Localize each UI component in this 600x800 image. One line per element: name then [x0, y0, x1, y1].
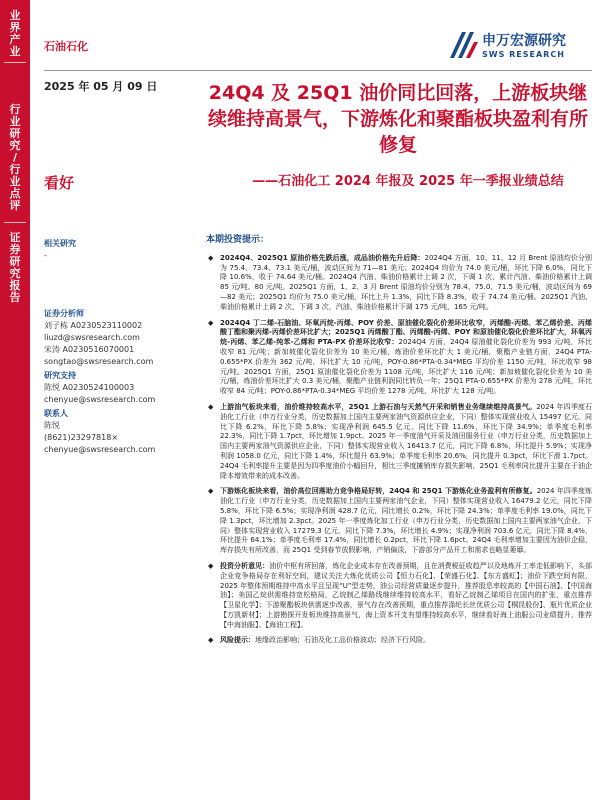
bullet-icon: ◆	[208, 561, 214, 570]
paragraph-text: 2024Q4 方面，24Q4 原油催化裂化价差为 993 元/吨，环比收窄 81 元/吨；新加坡催化裂化价差为 10 美元/桶，炼油价差环比扩大 1 美元/桶，聚酯产业链方面，24Q4 PTA-0.655*PX 价差为 362 元/吨，环比扩大 10 元/吨，POY-0.86*PTA-0.34*MEG 平均价差 1150 元/吨，环比收窄 98 元/吨。2025Q1 方面，25Q1 原油催化裂化价差为 1108 元/吨，环比扩大 116 元/吨；新加坡催化裂化价差为 10 美元/桶，炼油价差环比扩大 0.3 美元/桶，聚酯产业链利润同比转负一年；25Q1 PTA-0.655*PX 价差为 278 元/吨，环比收窄 84 元/吨；POY-0.86*PTA-0.34*MEG 平均价差 1278 元/吨，环比扩大 128 元/吨。	[220, 338, 592, 396]
contact-email[interactable]: chenyue@swsresearch.com	[44, 445, 156, 454]
side-label-industry: 业 界 产 业	[9, 9, 21, 58]
bullet-icon: ◆	[208, 253, 214, 262]
paragraph-lead: 上游油气板块来看，油价维持较高水平，25Q1 上游石油与天然气开采和销售业务继续维持高景气。	[220, 402, 537, 411]
bullet-icon: ◆	[208, 487, 214, 496]
paragraph-text: 2024Q4 方面，10、11、12 月 Brent 原油均价分别为 75.4、73.4、73.1 美元/桶，波动区间为 71—81 美元；2024Q4 均价为 74.0 美元/桶，环比下降 6.0%，同比下降 10.6%，收于 74.64 美元/桶。2024Q4 汽油、柴油价格累计上调 2 次，下调 1 次，累计汽油、柴油价格累计上调 85 元/吨、80 元/吨。2025Q1 方面，1、2、3 月 Brent 原油均价分别为 78.4、75.0、71.5 美元/桶，波动区间为 69—82 美元；2025Q1 均价为 75.0 美元/桶，环比上升 1.3%，同比下降 8.3%，收于 74.74 美元/桶。2025Q1 汽油、柴油价格累计上调 2 次，下调 3 次，汽油、柴油价格累计下调 175 元/吨、165 元/吨。	[220, 253, 593, 311]
header-divider	[44, 70, 592, 71]
section-title: 本期投资提示：	[206, 235, 270, 245]
logo-chinese-name: 申万宏源研究	[482, 33, 566, 49]
contact-heading: 联系人	[44, 409, 68, 418]
report-date: 2025 年 05 月 09 日	[44, 80, 158, 93]
logo-mark-icon	[448, 28, 480, 62]
support-line: 陈悦 A0230524100003	[44, 383, 135, 392]
paragraph-lead: 风险提示：	[220, 636, 255, 645]
paragraph-lead: 2024Q4、2025Q1 原油价格先跌后涨，成品油价格先升后降：	[220, 253, 425, 262]
paragraph-text: 油价中枢有所回落，炼化企业成本存在改善预期，且在消费税征收趋严以及地炼开工率走低影响下，头部企业竞争格局存在利好空间，建议关注大炼化优质公司【恒力石化】、【荣盛石化】、【东方盛虹】；油价下跌空间有限，2025 年整体预期维持中高水平且呈现“U”型走势，油公司经营质量逐步提升，推荐股息率较高的【中国石油】、【中国海油】；美国乙烷供需维持宽松格局，乙烷制乙烯路线继续维持较高水平，看好乙烷制乙烯项目在国内的扩张，重点推荐【卫星化学】；下游聚酯板块供需逐步改善，景气存在改善预期，重点推荐涤纶长丝优质公司【桐昆股份】、瓶片优质企业【万凯新材】；上游勘探开发板块维持高景气，海上资本开支有望维持较高水平，继续看好海上油服公司业绩提升，推荐【中海油服】、【海油工程】。	[220, 561, 593, 629]
side-label-report-type: 行 业 研 究 / 行 业 点 评	[9, 103, 21, 212]
highlight-paragraph	[206, 254, 592, 313]
paragraph-lead: 2024Q4 丁二烯-石脑油、环氧丙烷-丙烯、POY 价差、原油催化裂化价差环比收窄，丙烯酸-丙烯、苯乙烯价差、丙烯酸丁酯和聚丙烯-丙烯价差环比扩大；2025Q1 丙烯酸丁酯、丙烯酸-丙烯、POY 和原油催化裂化价差环比扩大，环氧丙烷-丙烯、苯乙烯-纯苯-乙烯和 PTA-PX 价差环比收窄：	[220, 318, 592, 347]
analyst-line: 宋涛 A0230516070001	[44, 345, 135, 354]
analyst-email[interactable]: songtao@swsresearch.com	[44, 357, 154, 366]
paragraph-lead: 下游炼化板块来看，油价高位回落助力竞争格局好转，24Q4 和 25Q1 下游炼化业务盈利有所修复。	[220, 487, 537, 496]
bullet-icon: ◆	[208, 636, 214, 645]
side-label-securities-report: 证 券 研 究 报 告	[9, 231, 21, 304]
analysts-heading: 证券分析师	[44, 309, 84, 318]
left-info-column	[44, 236, 174, 456]
bullet-icon: ◆	[208, 402, 214, 411]
highlight-paragraph	[206, 487, 592, 556]
report-subtitle: ——石油化工 2024 年报及 2025 年一季报业绩总结	[252, 174, 564, 189]
highlight-paragraph	[206, 319, 592, 397]
paragraph-text: 2024 年四季度石油化工行业（申万行业分类，历史数据加上国内主要两家油气资源供应企业，下同）整体实现营业收入 15497 亿元，同比下降 6.2%，环比下降 5.8%；实现净利润 645.5 亿元，同比下降 11.6%，环比下降 34.9%；单季度毛利率 22.3%，同比下降 1.7pct，环比增加 1.9pct。2025 年一季度油气开采及油田服务行业（申万行业分类，历史数据加上国内主要两家油气资源供应企业，下同）整体实现营业收入 16413.7 亿元，同比下降 6.8%，环比提升 5.9%；实现净利润 1058.0 亿元，同比下降 1.4%，环比提升 63.9%；单季度毛利率 20.6%，同比提升 0.3pct，环比下滑 1.7pct。24Q4 毛利率提升主要是因为四季度油价小幅回升，相比三季度摊销库存损失影响，25Q1 毛利率同比提升主要在于油企降本增效带来的成本改善。	[220, 402, 592, 480]
related-research-value: -	[44, 251, 47, 260]
report-title: 24Q4 及 25Q1 油价同比回落，上游板块继续维持高景气，下游炼化和聚酯板块盈利有所修复	[207, 82, 588, 156]
paragraph-text: 2024 年四季度炼油化工行业（申万行业分类，历史数据加上国内主要两家油气企业，下同）整体实现营业收入 16479.2 亿元，同比下降 5.8%，环比下降 6.5%；实现净利润 428.7 亿元，同比增长 0.2%，环比下降 24.3%；单季度毛利率 19.0%，同比下降 1.3pct，环比增加 2.3pct。2025 年一季度炼化加工行业（申万行业分类，历史数据加上国内主要两家油气企业，下同）整体实现营业收入 17279.3 亿元，同比下降 7.3%，环比增长 4.9%；实现净利润 703.6 亿元，同比下降 8.4%，环比提升 64.1%；单季度毛利率 17.4%，同比增长 0.2pct，环比下降 1.6pct。24Q4 毛利率增加主要因为油价企稳，库存损失有所改善，而 25Q1 受到春节放假影响，产销偏淡，下游部分产品开工和需求也略显萎靡。	[220, 487, 593, 555]
analyst-email[interactable]: liuzd@swsresearch.com	[44, 333, 140, 342]
company-logo	[448, 28, 588, 68]
side-divider	[4, 62, 26, 63]
paragraph-lead: 投资分析意见：	[220, 561, 270, 570]
contact-name: 陈悦	[44, 421, 60, 430]
related-research-heading: 相关研究	[44, 239, 76, 248]
logo-english-name: SWS RESEARCH	[482, 50, 565, 59]
industry-rating: 看好	[44, 174, 75, 192]
highlight-paragraph	[206, 636, 592, 646]
highlight-paragraph	[206, 562, 592, 631]
industry-name: 石油石化	[44, 40, 88, 53]
research-support-heading: 研究支持	[44, 371, 76, 380]
analyst-line: 刘子栋 A0230523110002	[44, 321, 143, 330]
paragraph-text: 地缘政治影响；石油及化工品价格波动；经济下行风险。	[255, 636, 430, 645]
highlight-paragraph	[206, 403, 592, 481]
bullet-icon: ◆	[208, 318, 214, 327]
investment-highlights	[206, 236, 592, 652]
contact-phone: (8621)23297818×	[44, 433, 119, 442]
support-email[interactable]: chenyue@swsresearch.com	[44, 395, 156, 404]
side-divider	[4, 222, 26, 223]
